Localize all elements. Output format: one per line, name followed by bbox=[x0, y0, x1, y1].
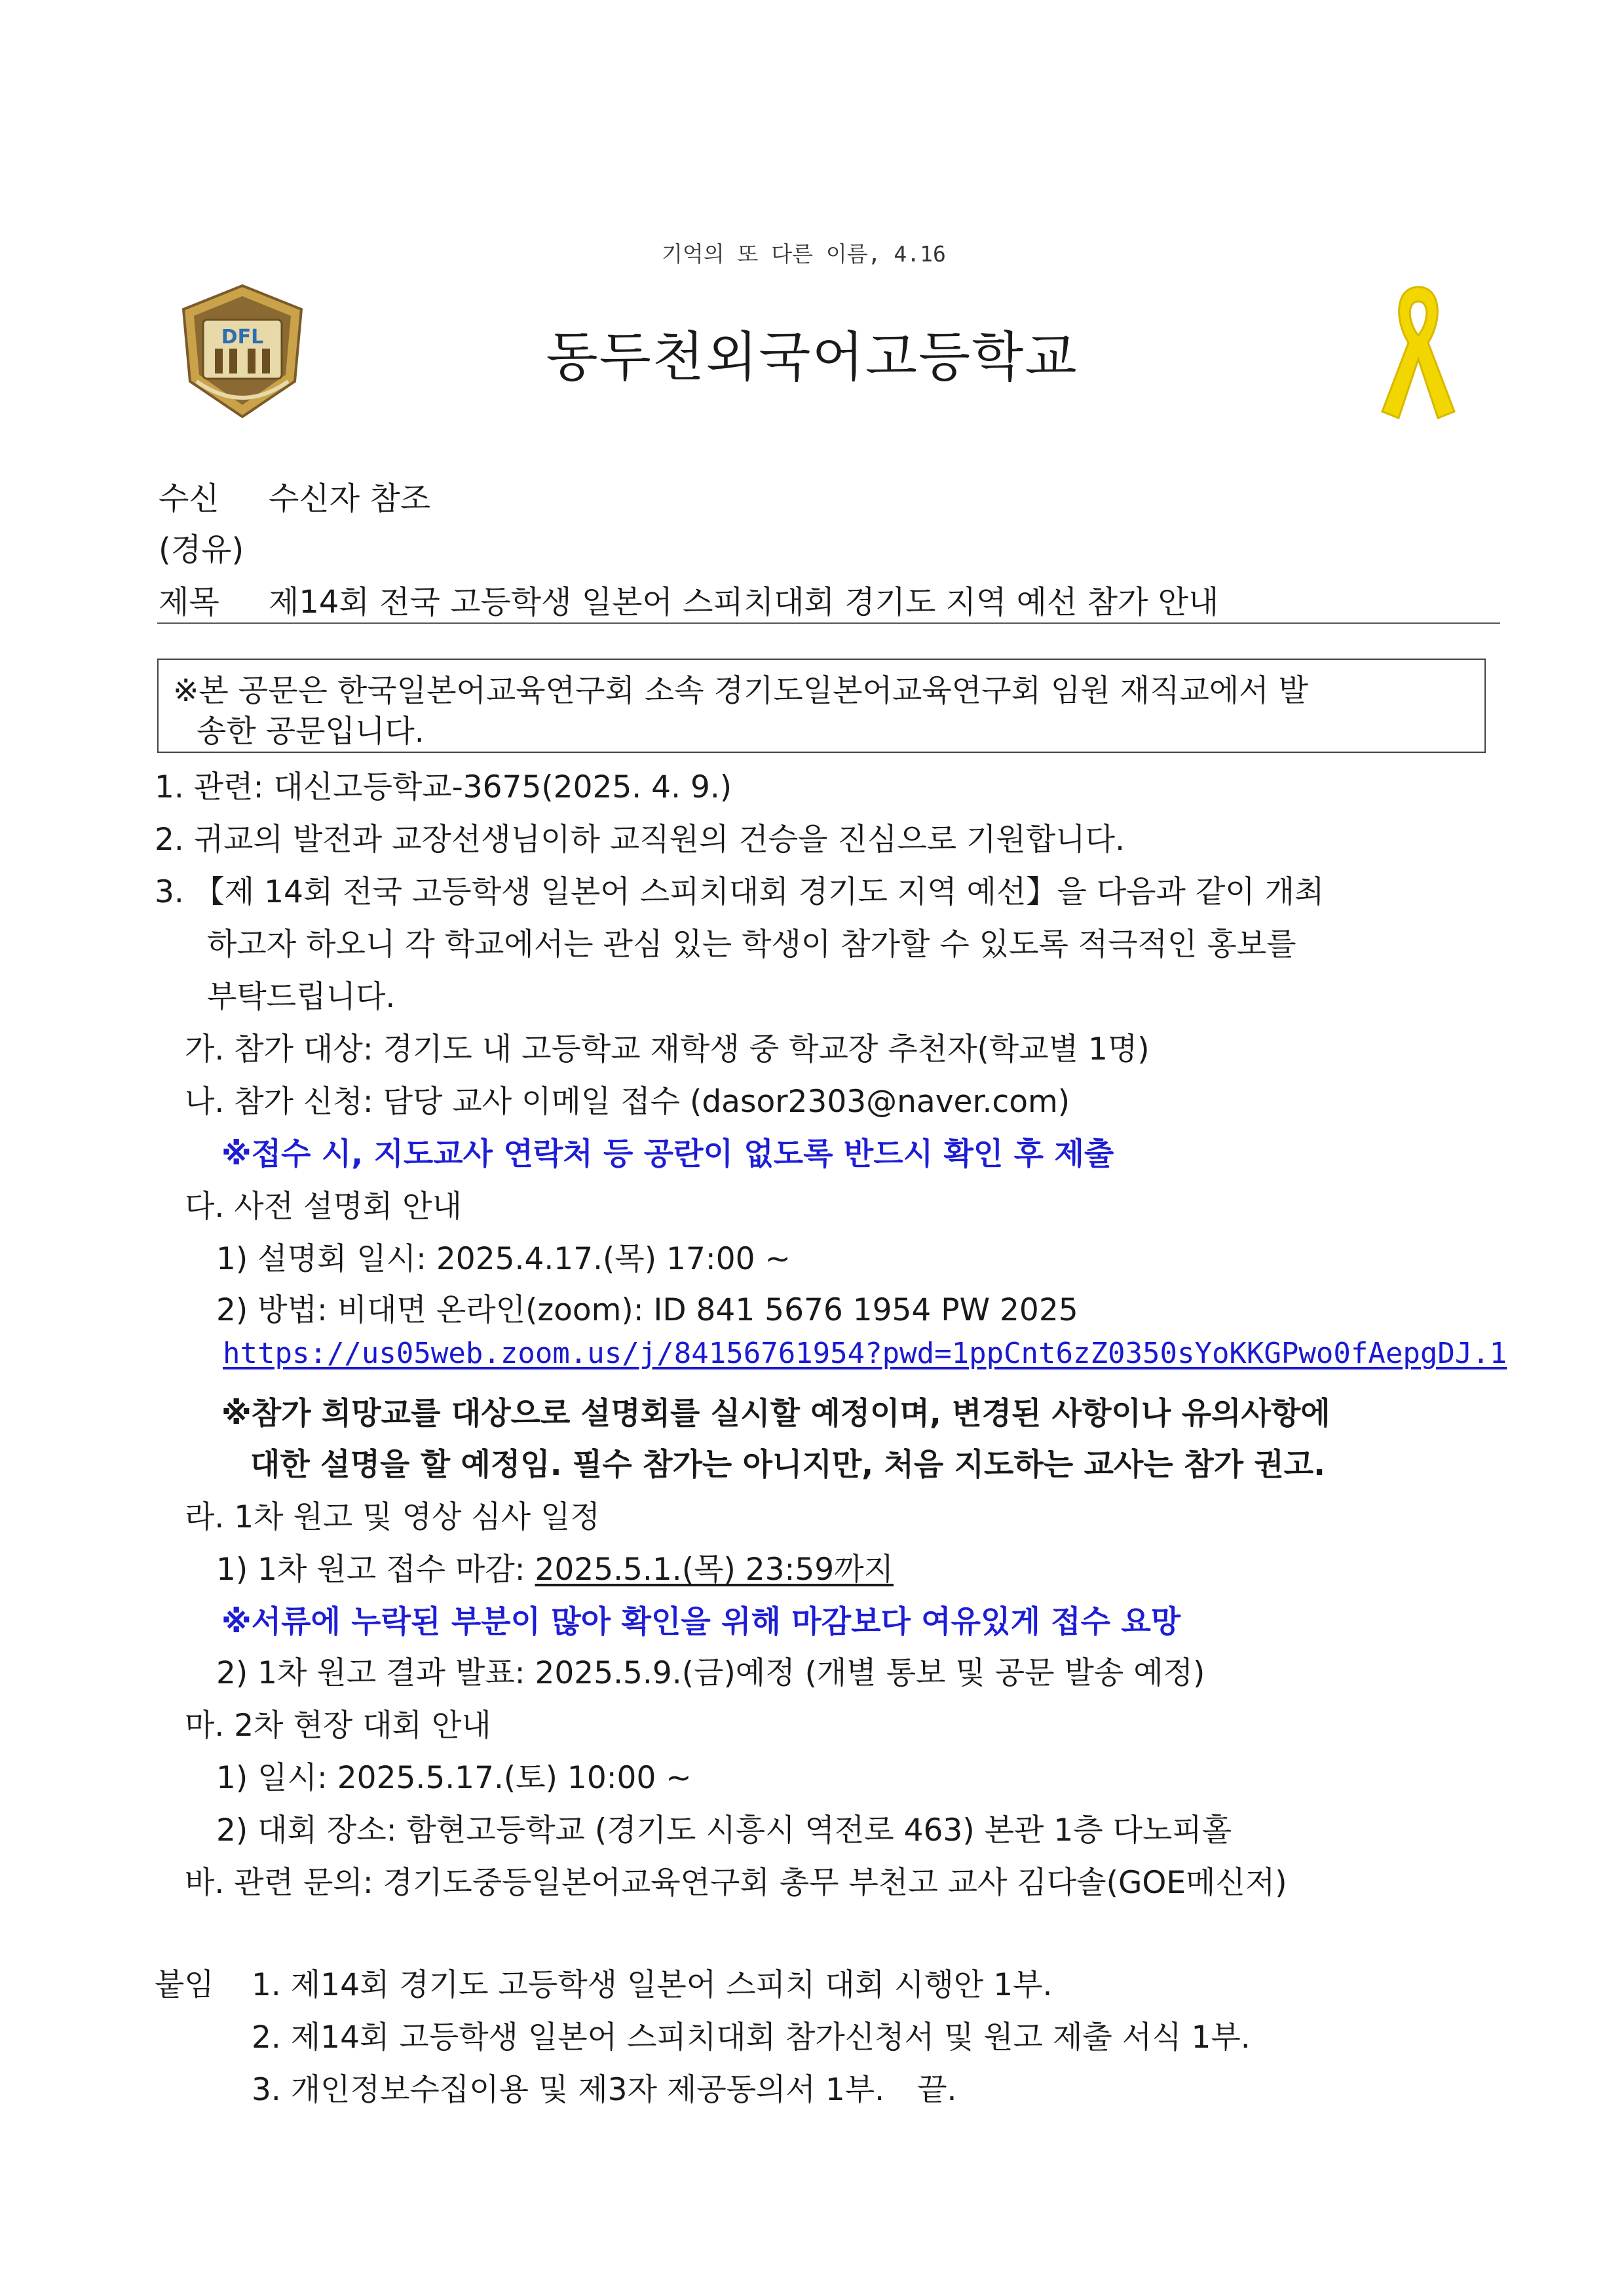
attachment-2: 2. 제14회 고등학생 일본어 스피치대회 참가신청서 및 원고 제출 서식 1부. bbox=[252, 2019, 1251, 2056]
attachment-3-text: 3. 개인정보수집이용 및 제3자 제공동의서 1부. bbox=[252, 2072, 885, 2108]
recipient-value: 수신자 참조 bbox=[269, 480, 431, 517]
item-na: 나. 참가 신청: 담당 교사 이메일 접수 (dasor2303@naver.com) bbox=[185, 1084, 1070, 1120]
ra-1-deadline: 2025.5.1.(목) 23:59까지 bbox=[535, 1552, 894, 1588]
subject-row bbox=[159, 577, 1218, 622]
item-2: 2. 귀교의 발전과 교장선생님이하 교직원의 건승을 진심으로 기원합니다. bbox=[155, 822, 1125, 858]
zoom-link[interactable]: https://us05web.zoom.us/j/84156761954?pwd=1ppCnt6zZ0350sYoKKGPwo0fAepgDJ.1 bbox=[223, 1337, 1507, 1370]
via-label: (경유) bbox=[159, 531, 244, 568]
na-note: ※접수 시, 지도교사 연락처 등 공란이 없도록 반드시 확인 후 제출 bbox=[221, 1136, 1114, 1172]
header-divider bbox=[157, 622, 1500, 624]
ma-1-label: 1) 일시: bbox=[216, 1760, 337, 1796]
item-3-line-3: 부탁드립니다. bbox=[207, 979, 396, 1015]
ma-2: 2) 대회 장소: 함현고등학교 (경기도 시흥시 역전로 463) 본관 1층 다노피홀 bbox=[216, 1812, 1232, 1848]
item-3-line-1: 3. 【제 14회 전국 고등학생 일본어 스피치대회 경기도 지역 예선】을 다음과 같이 개최 bbox=[155, 874, 1325, 910]
school-name: 동두천외국어고등학교 bbox=[546, 326, 1078, 389]
end-mark: 끝. bbox=[917, 2072, 957, 2108]
da-note-line-2: 대한 설명을 할 예정임. 필수 참가는 아니지만, 처음 지도하는 교사는 참가 권고. bbox=[250, 1447, 1326, 1483]
logo-text: DFL bbox=[221, 326, 264, 349]
notice-box bbox=[157, 659, 1486, 753]
ra-2-suffix: (개별 통보 및 공문 발송 예정) bbox=[795, 1655, 1205, 1691]
item-da: 다. 사전 설명회 안내 bbox=[185, 1189, 462, 1225]
ra-1-label: 1) 1차 원고 접수 마감: bbox=[216, 1552, 535, 1588]
memorial-slogan: 기억의 또 다른 이름, 4.16 bbox=[662, 241, 946, 267]
item-ba: 바. 관련 문의: 경기도중등일본어교육연구회 총무 부천고 교사 김다솔(GOE메신저) bbox=[185, 1865, 1287, 1901]
notice-line-1: ※본 공문은 한국일본어교육연구회 소속 경기도일본어교육연구회 임원 재직교에서 발 bbox=[173, 673, 1309, 709]
ma-1-date: 2025.5.17.(토) 10:00 ~ bbox=[337, 1760, 692, 1796]
ra-1 bbox=[216, 1545, 894, 1589]
da-2: 2) 방법: 비대면 온라인(zoom): ID 841 5676 1954 PW 2025 bbox=[216, 1292, 1078, 1328]
ra-2-date: 2025.5.9.(금)예정 bbox=[535, 1655, 795, 1691]
subject-value: 제14회 전국 고등학생 일본어 스피치대회 경기도 지역 예선 참가 안내 bbox=[269, 584, 1219, 621]
attachment-1: 1. 제14회 경기도 고등학생 일본어 스피치 대회 시행안 1부. bbox=[252, 1967, 1053, 2003]
da-1: 1) 설명회 일시: 2025.4.17.(목) 17:00 ~ bbox=[216, 1241, 791, 1277]
da-note-line-1: ※참가 희망교를 대상으로 설명회를 실시할 예정이며, 변경된 사항이나 유의사항에 bbox=[221, 1396, 1331, 1432]
item-ma: 마. 2차 현장 대회 안내 bbox=[185, 1708, 491, 1744]
ma-1 bbox=[216, 1753, 692, 1797]
ra-note: ※서류에 누락된 부분이 많아 확인을 위해 마감보다 여유있게 접수 요망 bbox=[221, 1604, 1181, 1640]
recipient-label: 수신 bbox=[159, 480, 219, 517]
attachments-label: 붙임 bbox=[155, 1967, 214, 2003]
item-1: 1. 관련: 대신고등학교-3675(2025. 4. 9.) bbox=[155, 769, 732, 805]
notice-line-2: 송한 공문입니다. bbox=[197, 714, 425, 750]
subject-label: 제목 bbox=[159, 584, 219, 621]
item-3-line-2: 하고자 하오니 각 학교에서는 관심 있는 학생이 참가할 수 있도록 적극적인 홍보를 bbox=[207, 927, 1296, 963]
yellow-ribbon-icon bbox=[1369, 280, 1467, 421]
item-ra: 라. 1차 원고 및 영상 심사 일정 bbox=[185, 1499, 600, 1535]
attachment-3 bbox=[252, 2065, 956, 2109]
item-ga: 가. 참가 대상: 경기도 내 고등학교 재학생 중 학교장 추천자(학교별 1명) bbox=[185, 1031, 1150, 1067]
ra-2-label: 2) 1차 원고 결과 발표: bbox=[216, 1655, 535, 1691]
ra-2 bbox=[216, 1649, 1205, 1693]
recipient-row bbox=[159, 473, 430, 518]
